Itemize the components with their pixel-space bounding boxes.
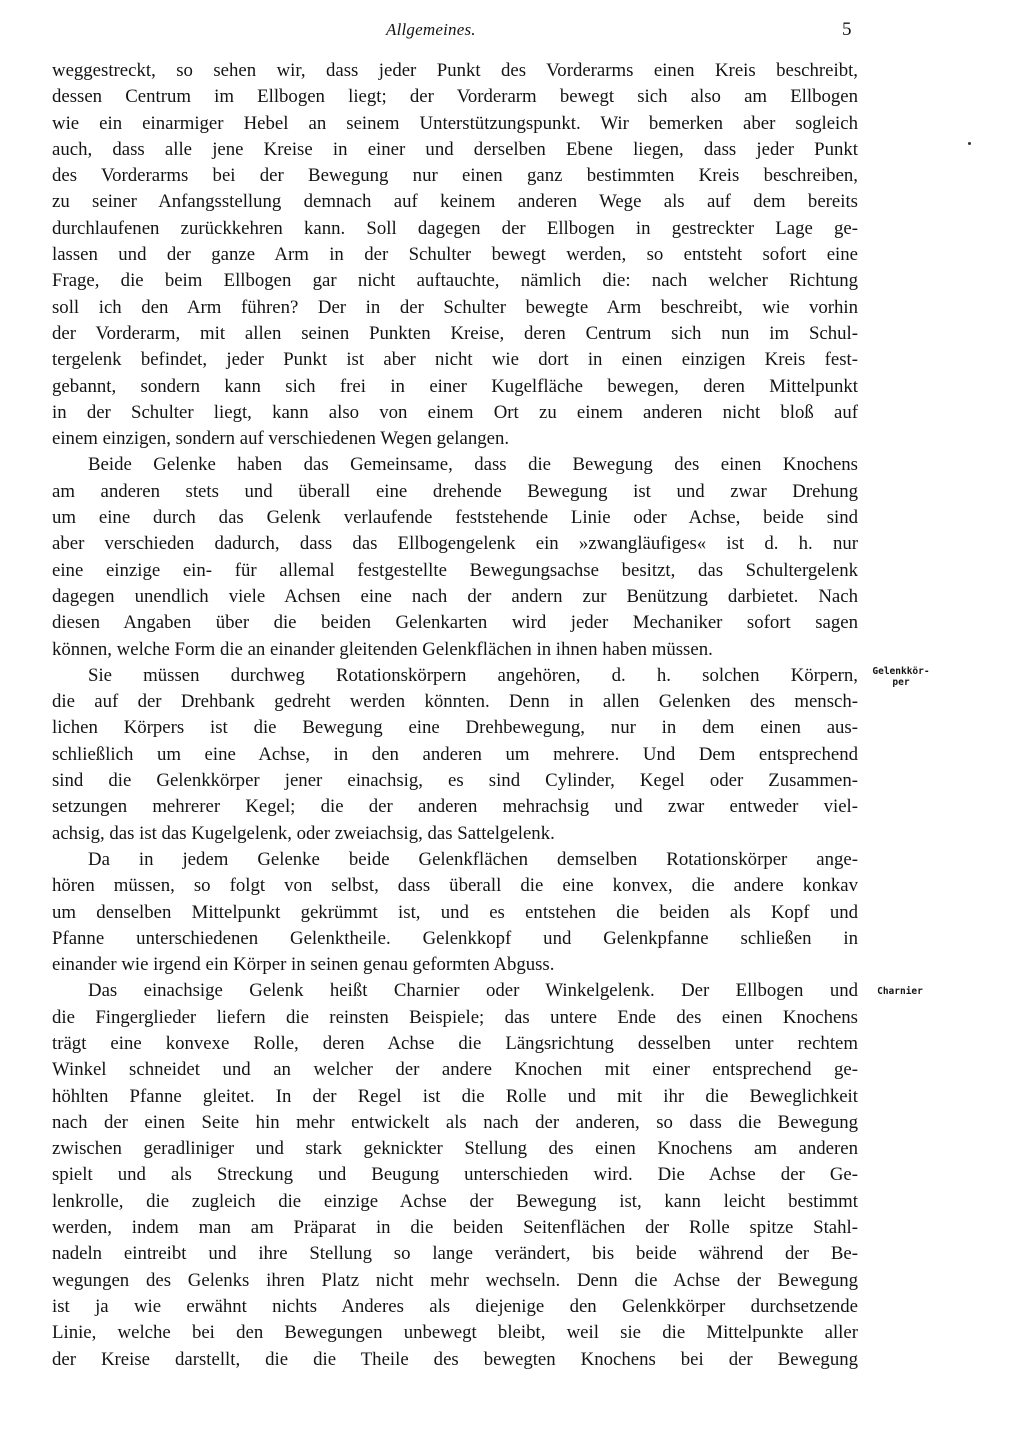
margin-note-line: per [892, 677, 910, 688]
text-line: weggestreckt, so sehen wir, dass jeder Punkt des Vorderarms einen Kreis beschreibt, [52, 60, 858, 81]
text-line: Winkel schneidet und an welcher der andere Knochen mit einer entsprechend ge- [52, 1059, 858, 1081]
text-line: in der Schulter liegt, kann also von einem Ort zu einem anderen nicht bloß auf [52, 401, 858, 423]
text-line: der Vorderarm, mit allen seinen Punkten Kreise, deren Centrum sich nun im Schul- [52, 322, 858, 344]
text-line: wie ein einarmiger Hebel an seinem Unterstützungspunkt. Wir bemerken aber sogleich [52, 112, 858, 134]
page-number: 5 [842, 19, 852, 40]
text-line: lenkrolle, die zugleich die einzige Achse der Bewegung ist, kann leicht bestimmt [52, 1190, 858, 1212]
text-line: um eine durch das Gelenk verlaufende feststehende Linie oder Achse, beide sind [52, 507, 858, 529]
text-line: ist ja wie erwähnt nichts Anderes als diejenige den Gelenkkörper durchsetzende [52, 1295, 858, 1317]
text-line: Das einachsige Gelenk heißt Charnier oder Winkelgelenk. Der Ellbogen und [88, 980, 858, 1002]
margin-note-line: Gelenkkör- [872, 666, 930, 677]
text-line: aber verschieden dadurch, dass das Ellbogengelenk ein »zwangläufiges« ist d. h. nur [52, 533, 858, 555]
text-line: soll ich den Arm führen? Der in der Schulter bewegte Arm beschreibt, wie vorhin [52, 296, 858, 318]
text-line: am anderen stets und überall eine drehende Bewegung ist und zwar Drehung [52, 480, 858, 502]
text-line: der Kreise darstellt, die die Theile des bewegten Knochens bei der Bewegung [52, 1348, 858, 1370]
text-line: Sie müssen durchweg Rotationskörpern angehören, d. h. solchen Körpern, [88, 664, 858, 686]
margin-note-gelenkkoerper [865, 666, 937, 688]
text-line: achsig, das ist das Kugelgelenk, oder zweiachsig, das Sattelgelenk. [52, 822, 555, 844]
text-line: auch, dass alle jene Kreise in einer und derselben Ebene liegen, dass jeder Punkt [52, 138, 858, 160]
text-line: nadeln eintreibt und ihre Stellung so lange verändert, bis beide während der Be- [52, 1243, 858, 1265]
text-line: trägt eine konvexe Rolle, deren Achse die Längsrichtung desselben unter rechtem [52, 1032, 858, 1054]
text-line: eine einzige ein- für allemal festgestellte Bewegungsachse besitzt, das Schultergelenk [52, 559, 858, 581]
text-line: Frage, die beim Ellbogen gar nicht auftauchte, nämlich die: nach welcher Richtung [52, 270, 858, 292]
text-line: die Fingerglieder liefern die reinsten Beispiele; das untere Ende des einen Knochens [52, 1006, 858, 1028]
text-line: lassen und der ganze Arm in der Schulter bewegt werden, so entsteht sofort eine [52, 244, 858, 266]
text-line: dagegen unendlich viele Achsen eine nach der andern zur Benützung darbietet. Nach [52, 585, 858, 607]
text-line: gebannt, sondern kann sich frei in einer Kugelfläche bewegen, deren Mittelpunkt [52, 375, 858, 397]
text-line: setzungen mehrerer Kegel; die der anderen mehrachsig und zwar entweder viel- [52, 796, 858, 818]
margin-note-charnier [868, 986, 932, 997]
text-line: spielt und als Streckung und Beugung unterschieden wird. Die Achse der Ge- [52, 1164, 858, 1186]
text-line: einander wie irgend ein Körper in seinen genau geformten Abguss. [52, 954, 555, 976]
text-line: diesen Angaben über die beiden Gelenkarten wird jeder Mechaniker sofort sagen [52, 612, 858, 634]
text-line: höhlten Pfanne gleitet. In der Regel ist die Rolle und mit ihr die Beweglichkeit [52, 1085, 858, 1107]
text-line: werden, indem man am Präparat in die beiden Seitenflächen der Rolle spitze Stahl- [52, 1217, 858, 1239]
running-title: Allgemeines. [386, 20, 476, 39]
text-line: des Vorderarms bei der Bewegung nur einen ganz bestimmten Kreis beschreiben, [52, 165, 858, 187]
text-line: können, welche Form die an einander gleitenden Gelenkflächen in ihnen haben müssen. [52, 638, 713, 660]
scan-speck [968, 142, 971, 145]
text-line: schließlich um eine Achse, in den anderen um mehrere. Und Dem entsprechend [52, 743, 858, 765]
text-line: nach der einen Seite hin mehr entwickelt als nach der anderen, so dass die Bewegung [52, 1111, 858, 1133]
text-line: durchlaufenen zurückkehren kann. Soll dagegen der Ellbogen in gestreckter Lage ge- [52, 217, 858, 239]
text-line: Da in jedem Gelenke beide Gelenkflächen demselben Rotationskörper ange- [88, 848, 858, 870]
text-line: wegungen des Gelenks ihren Platz nicht mehr wechseln. Denn die Achse der Bewegung [52, 1269, 858, 1291]
text-line: tergelenk befindet, jeder Punkt ist aber nicht wie dort in einen einzigen Kreis fest- [52, 349, 858, 371]
text-line: einem einzigen, sondern auf verschiedenen Wegen gelangen. [52, 428, 510, 450]
text-line: um denselben Mittelpunkt gekrümmt ist, und es entstehen die beiden als Kopf und [52, 901, 858, 923]
text-line: Linie, welche bei den Bewegungen unbewegt bleibt, weil sie die Mittelpunkte aller [52, 1322, 858, 1344]
text-line: lichen Körpers ist die Bewegung eine Drehbewegung, nur in dem einen aus- [52, 717, 858, 739]
text-line: sind die Gelenkkörper jener einachsig, es sind Cylinder, Kegel oder Zusammen- [52, 770, 858, 792]
body-text [52, 58, 858, 1373]
text-line: Beide Gelenke haben das Gemeinsame, dass die Bewegung des einen Knochens [88, 454, 858, 476]
text-line: hören müssen, so folgt von selbst, dass überall die eine konvex, die andere konkav [52, 875, 858, 897]
text-line: Pfanne unterschiedenen Gelenktheile. Gelenkkopf und Gelenkpfanne schließen in [52, 927, 858, 949]
text-line: dessen Centrum im Ellbogen liegt; der Vorderarm bewegt sich also am Ellbogen [52, 86, 858, 108]
text-line: die auf der Drehbank gedreht werden könnten. Denn in allen Gelenken des mensch- [52, 691, 858, 713]
text-line: zwischen geradliniger und stark geknickter Stellung des einen Knochens am anderen [52, 1138, 858, 1160]
margin-note-line: Charnier [877, 986, 923, 997]
text-line: zu seiner Anfangsstellung demnach auf keinem anderen Wege als auf dem bereits [52, 191, 858, 213]
